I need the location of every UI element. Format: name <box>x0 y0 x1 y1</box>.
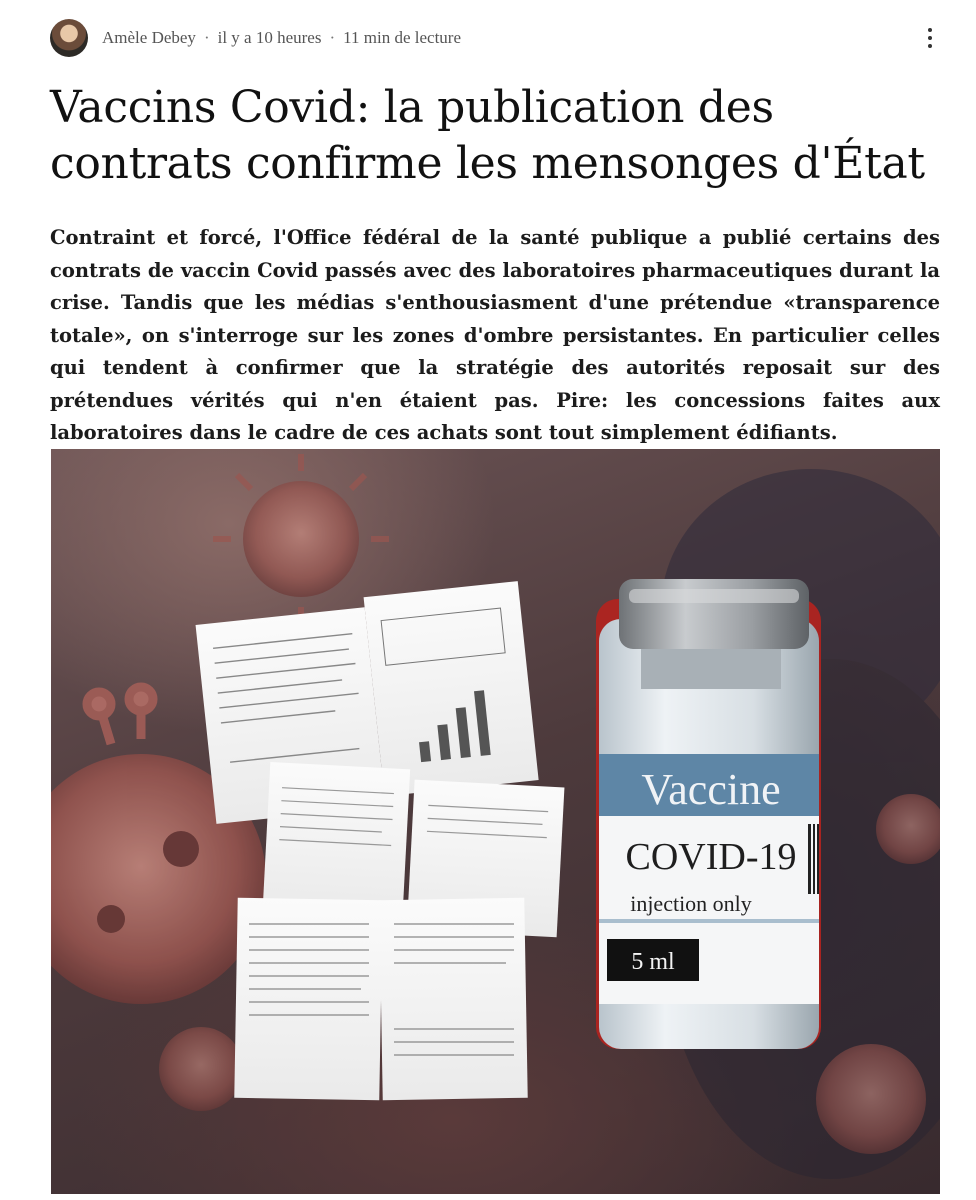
article-lead: Contraint et forcé, l'Office fédéral de la santé publique a publié certains des contrats de vaccin Covid passés avec des laboratoires pharmaceutiques durant la crise. Tandis que les médias s'enthousiasment d'une prétendue «transparence totale», on s'interroge sur les zones d'ombre persistantes. En particulier celles qui tendent à confirmer que la stratégie des autorités reposait sur des prétendues vérités qui n'en étaient pas. Pire: les concessions faites aux laboratoires dans le cadre de ces achats sont tout simplement édifiants. <box>50 226 940 444</box>
meta-separator-dot: · <box>203 28 210 47</box>
hero-image <box>51 449 940 1194</box>
vaccine-vial <box>599 579 819 1049</box>
author-name[interactable]: Amèle Debey <box>102 28 196 47</box>
hero-illustration <box>51 449 940 1194</box>
vial-label-usage: injection only <box>630 891 752 916</box>
publish-time: il y a 10 heures <box>217 28 322 47</box>
vial-label-volume: 5 ml <box>631 949 675 975</box>
vial-label-name: COVID-19 <box>625 836 797 878</box>
author-avatar[interactable] <box>50 19 88 57</box>
article-title: Vaccins Covid: la publication des contrats confirme les mensonges d'État <box>50 82 925 189</box>
meta-separator-dot: · <box>329 28 336 47</box>
read-time: 11 min de lecture <box>343 28 461 47</box>
vial-label-brand: Vaccine <box>641 765 781 814</box>
article-meta <box>50 18 940 58</box>
more-vertical-icon[interactable] <box>920 23 940 53</box>
virus-particle <box>213 454 389 625</box>
